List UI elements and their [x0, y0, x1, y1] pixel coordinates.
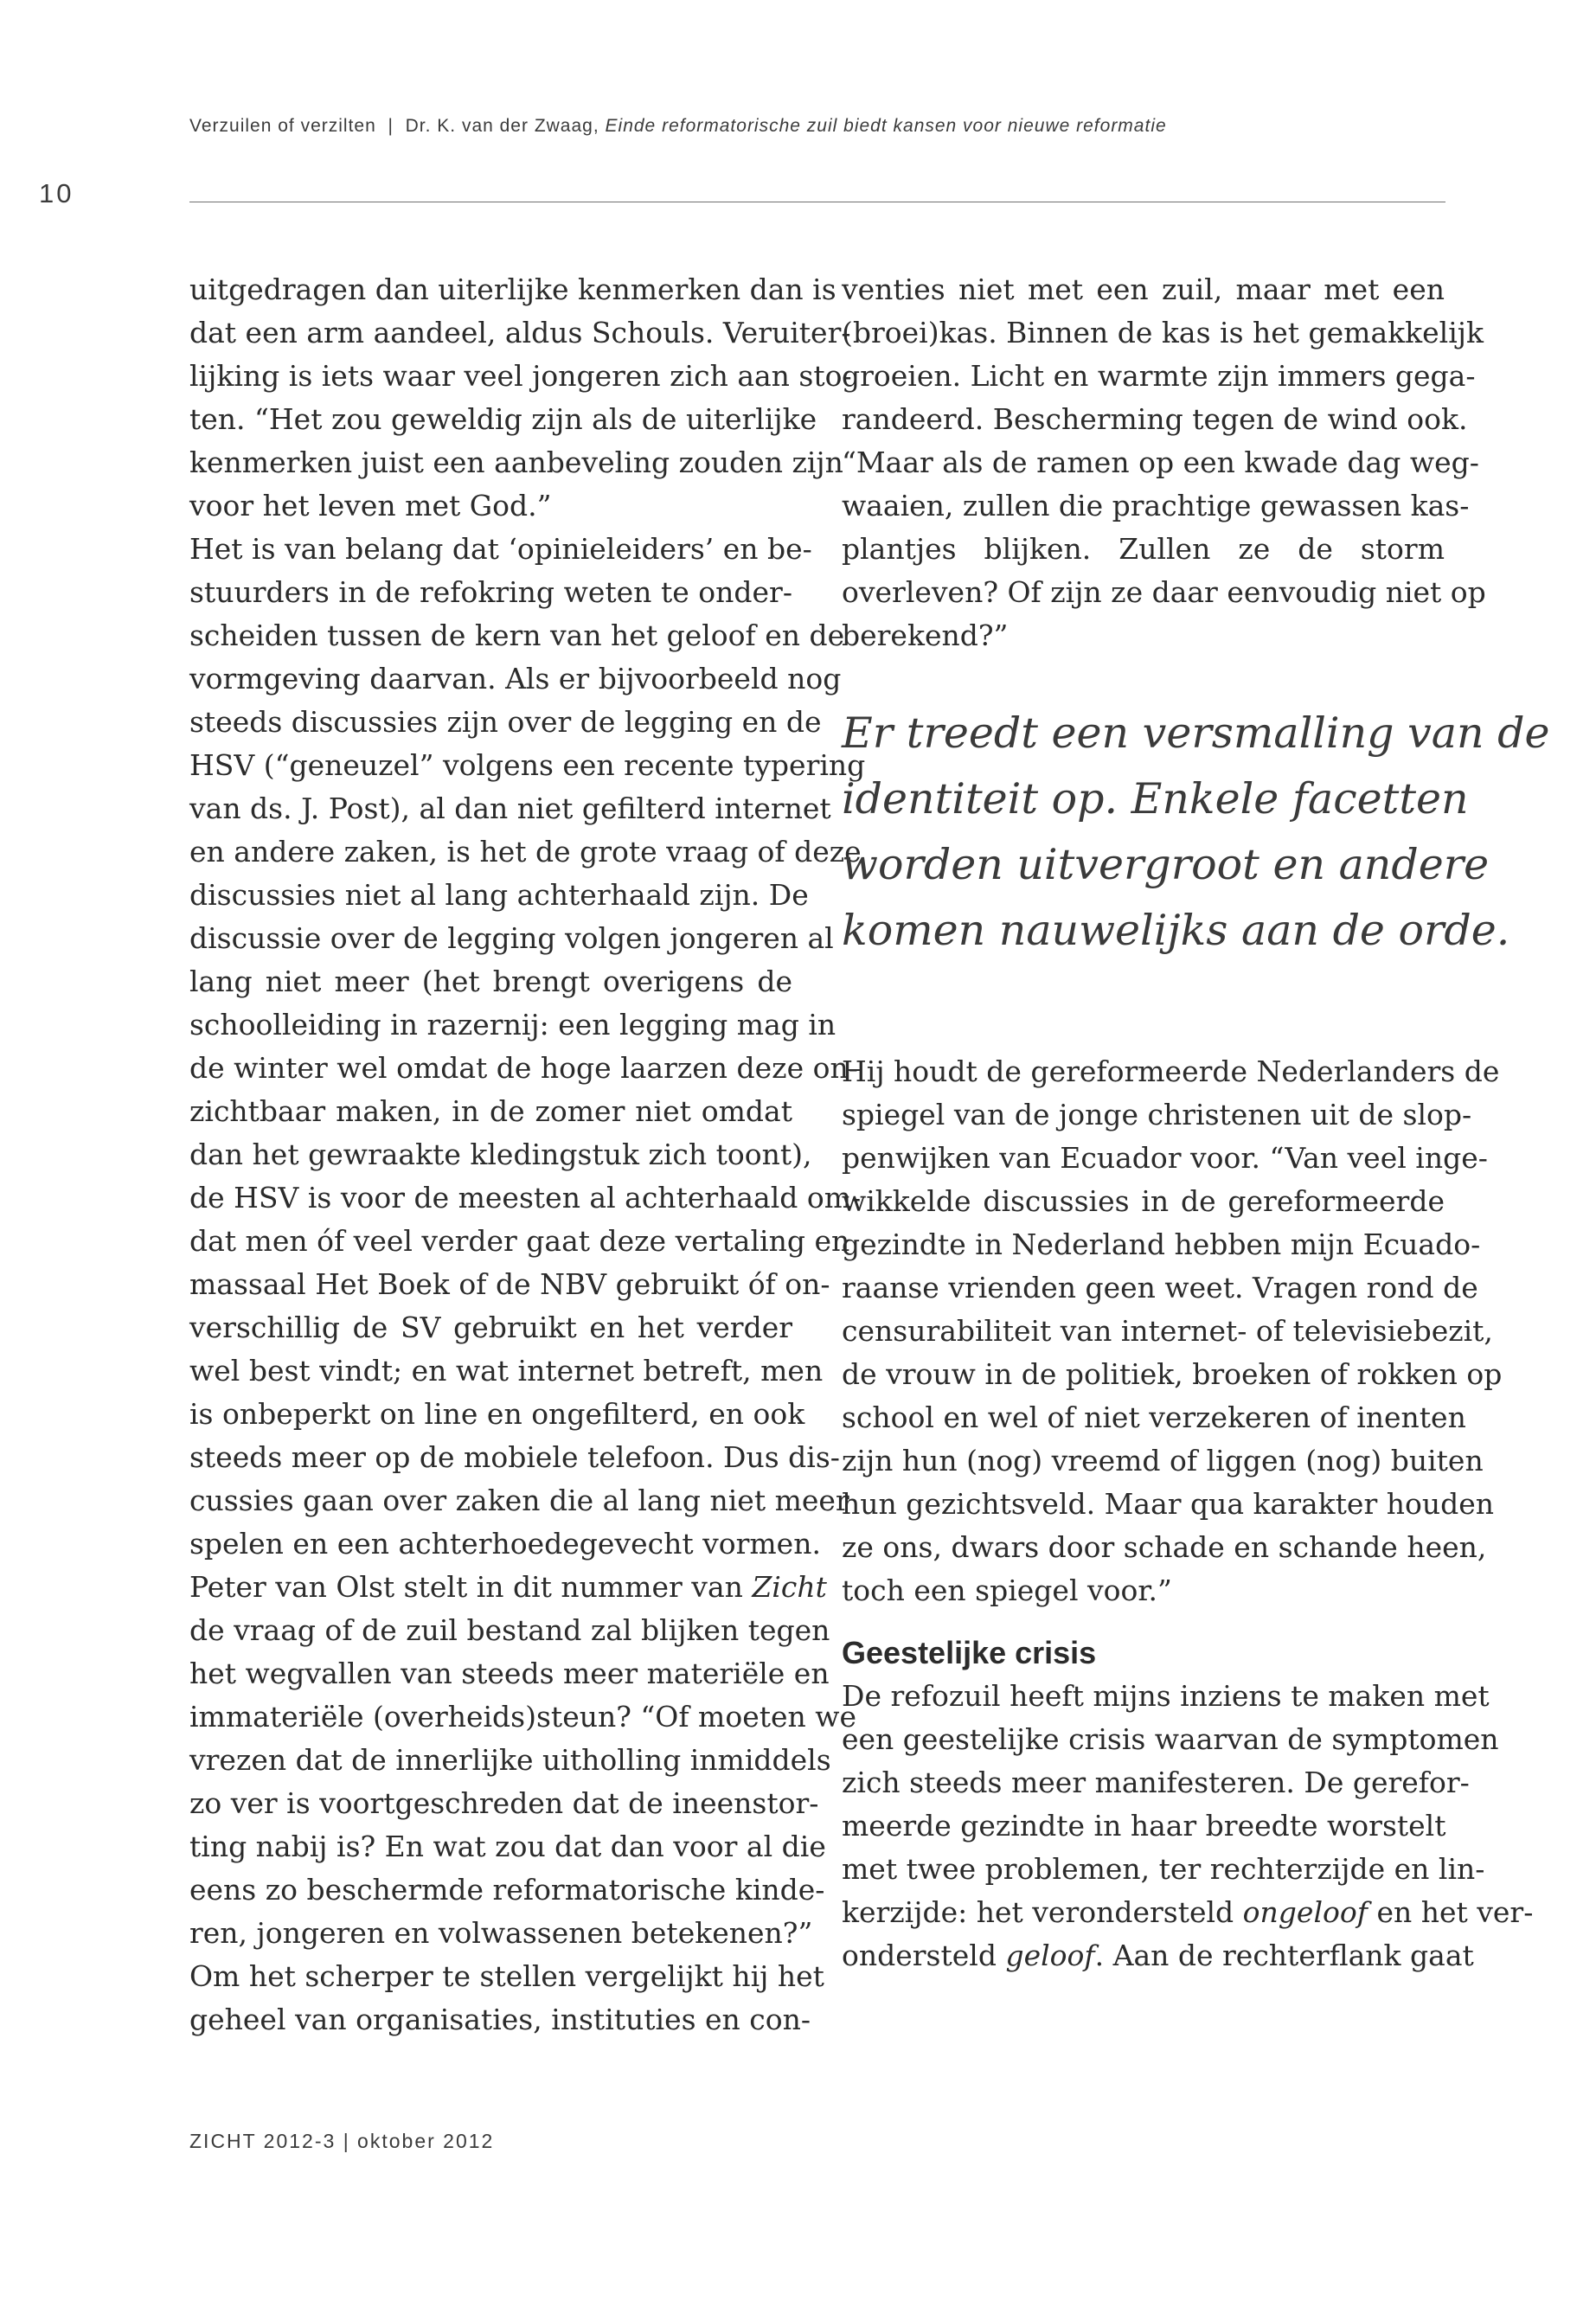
- text-line: [842, 1934, 1474, 1977]
- text-line: lijking is iets waar veel jongeren zich aan sto-: [189, 359, 852, 393]
- text-line: dat men óf veel verder gaat deze vertaling en: [189, 1224, 850, 1258]
- text-line: uitgedragen dan uiterlijke kenmerken dan is: [189, 272, 836, 306]
- text-line: Hij houdt de gereformeerde Nederlanders de: [842, 1054, 1500, 1088]
- text-line: groeien. Licht en warmte zijn immers gega-: [842, 359, 1476, 393]
- text-line: berekend?”: [842, 619, 1009, 652]
- text-line: meerde gezindte in haar breedte worstelt: [842, 1809, 1446, 1843]
- text-line: waaien, zullen die prachtige gewassen kas-: [842, 489, 1470, 522]
- text-line: kenmerken juist een aanbeveling zouden zijn: [189, 445, 843, 479]
- text-line: van ds. J. Post), al dan niet gefilterd internet: [189, 792, 831, 825]
- text-line: [842, 1891, 1534, 1934]
- text-line: verschillig de SV gebruikt en het verder: [189, 1311, 792, 1344]
- text-line: massaal Het Boek of de NBV gebruikt óf on-: [189, 1267, 830, 1301]
- text-run: kerzijde: het verondersteld: [842, 1895, 1234, 1929]
- text-line: Het is van belang dat ‘opinieleiders’ en be-: [189, 532, 812, 566]
- text-line: school en wel of niet verzekeren of inenten: [842, 1400, 1466, 1434]
- text-line: geheel van organisaties, instituties en con-: [189, 2003, 811, 2036]
- text-line: overleven? Of zijn ze daar eenvoudig niet op: [842, 575, 1486, 609]
- text-line: met twee problemen, ter rechterzijde en lin-: [842, 1852, 1485, 1886]
- text-line: discussie over de legging volgen jongeren al: [189, 921, 834, 955]
- text-line: raanse vrienden geen weet. Vragen rond de: [842, 1271, 1478, 1304]
- text-run: ondersteld: [842, 1939, 997, 1972]
- section-heading: Geestelijke crisis: [842, 1635, 1097, 1670]
- text-line: De refozuil heeft mijns inziens te maken met: [842, 1679, 1490, 1713]
- text-line: censurabiliteit van internet- of televisiebezit,: [842, 1314, 1493, 1348]
- running-head-article-title: Einde reformatorische zuil biedt kansen voor nieuwe reformatie: [605, 116, 1167, 136]
- text-line: ten. “Het zou geweldig zijn als de uiterlijke: [189, 402, 817, 436]
- text-line: de winter wel omdat de hoge laarzen deze on-: [189, 1051, 858, 1085]
- text-line: spiegel van de jonge christenen uit de slop-: [842, 1098, 1472, 1131]
- text-line: ren, jongeren en volwassenen betekenen?”: [189, 1916, 813, 1950]
- page-number: 10: [39, 178, 74, 208]
- text-line: zijn hun (nog) vreemd of liggen (nog) buiten: [842, 1444, 1484, 1477]
- right-column: [842, 268, 1550, 1977]
- text-line: [189, 1566, 827, 1609]
- text-line: plantjes blijken. Zullen ze de storm: [842, 532, 1445, 566]
- text-line: schoolleiding in razernij: een legging mag in: [189, 1008, 836, 1042]
- text-line: steeds discussies zijn over de legging en de: [189, 705, 822, 739]
- text-line: discussies niet al lang achterhaald zijn. De: [189, 878, 809, 912]
- text-line: wikkelde discussies in de gereformeerde: [842, 1184, 1445, 1218]
- pull-quote-line: komen nauwelijks aan de orde.: [842, 906, 1510, 955]
- text-line: “Maar als de ramen op een kwade dag weg-: [842, 445, 1479, 479]
- left-column: [189, 268, 866, 2041]
- pull-quote: [842, 701, 1550, 964]
- text-line: vrezen dat de innerlijke uitholling inmiddels: [189, 1743, 831, 1777]
- text-line: immateriële (overheids)steun? “Of moeten we: [189, 1700, 857, 1734]
- text-line: het wegvallen van steeds meer materiële en: [189, 1657, 830, 1690]
- pull-quote-line: worden uitvergroot en andere: [842, 840, 1490, 889]
- text-line: ting nabij is? En wat zou dat dan voor al die: [189, 1830, 826, 1863]
- text-line: cussies gaan over zaken die al lang niet meer: [189, 1484, 849, 1517]
- text-line: de vrouw in de politiek, broeken of rokken op: [842, 1357, 1503, 1391]
- pull-quote-line: Er treedt een versmalling van de: [842, 708, 1550, 758]
- italic-journal-name: Zicht: [752, 1570, 827, 1604]
- text-line: Om het scherper te stellen vergelijkt hij het: [189, 1959, 824, 1993]
- paragraph-ecuador: [842, 1050, 1503, 1612]
- text-line: dan het gewraakte kledingstuk zich toont),: [189, 1138, 812, 1171]
- text-line: en andere zaken, is het de grote vraag of deze: [189, 835, 862, 868]
- paragraph-geestelijke-crisis: [842, 1675, 1534, 1977]
- text-line: steeds meer op de mobiele telefoon. Dus dis-: [189, 1440, 840, 1474]
- paragraph-continuation: [842, 268, 1486, 657]
- text-line: zich steeds meer manifesteren. De gerefor-: [842, 1766, 1470, 1799]
- text-line: HSV (“geneuzel” volgens een recente typering: [189, 748, 866, 782]
- text-run: en het ver-: [1376, 1895, 1534, 1929]
- text-line: is onbeperkt on line en ongefilterd, en ook: [189, 1397, 805, 1431]
- text-line: gezindte in Nederland hebben mijn Ecuado-: [842, 1227, 1481, 1261]
- text-line: venties niet met een zuil, maar met een: [842, 272, 1445, 306]
- text-line: toch een spiegel voor.”: [842, 1574, 1172, 1607]
- text-line: voor het leven met God.”: [189, 489, 552, 522]
- text-run: Peter van Olst stelt in dit nummer van: [189, 1570, 743, 1604]
- text-line: de vraag of de zuil bestand zal blijken tegen: [189, 1613, 830, 1647]
- page-footer: ZICHT 2012-3 | oktober 2012: [189, 2130, 495, 2152]
- text-line: (broei)kas. Binnen de kas is het gemakkelijk: [842, 316, 1484, 349]
- running-head-separator: |: [381, 116, 400, 136]
- text-line: stuurders in de refokring weten te onder-: [189, 575, 792, 609]
- text-line: zichtbaar maken, in de zomer niet omdat: [189, 1094, 792, 1128]
- text-run: . Aan de rechterflank gaat: [1094, 1939, 1474, 1972]
- running-head-author: Dr. K. van der Zwaag,: [405, 116, 599, 136]
- running-head-series: Verzuilen of verzilten: [189, 116, 376, 136]
- text-line: de HSV is voor de meesten al achterhaald om-: [189, 1181, 862, 1215]
- italic-term: geloof: [1005, 1939, 1095, 1972]
- text-line: randeerd. Bescherming tegen de wind ook.: [842, 402, 1468, 436]
- text-line: eens zo beschermde reformatorische kinde-: [189, 1873, 825, 1907]
- text-line: ze ons, dwars door schade en schande heen,: [842, 1530, 1487, 1564]
- italic-term: ongeloof: [1242, 1895, 1368, 1929]
- running-head: [189, 116, 1167, 137]
- pull-quote-line: identiteit op. Enkele facetten: [842, 774, 1469, 824]
- text-line: scheiden tussen de kern van het geloof en de: [189, 619, 845, 652]
- text-line: vormgeving daarvan. Als er bijvoorbeeld nog: [189, 662, 842, 695]
- text-line: hun gezichtsveld. Maar qua karakter houden: [842, 1487, 1495, 1521]
- text-line: zo ver is voortgeschreden dat de ineenstor-: [189, 1786, 819, 1820]
- text-line: een geestelijke crisis waarvan de symptomen: [842, 1722, 1499, 1756]
- text-line: lang niet meer (het brengt overigens de: [189, 965, 792, 998]
- text-line: spelen en een achterhoedegevecht vormen.: [189, 1527, 821, 1561]
- text-line: penwijken van Ecuador voor. “Van veel inge-: [842, 1141, 1488, 1175]
- text-line: wel best vindt; en wat internet betreft, men: [189, 1354, 824, 1388]
- text-line: dat een arm aandeel, aldus Schouls. Veruiter-: [189, 316, 851, 349]
